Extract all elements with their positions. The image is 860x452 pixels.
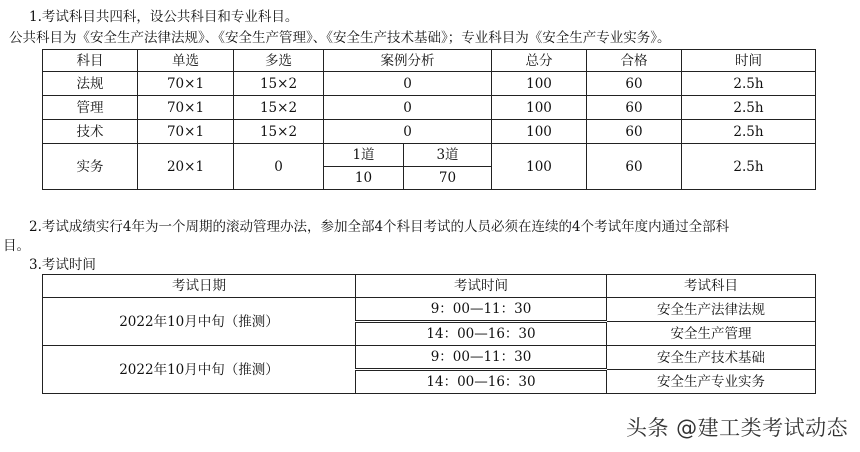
- schedule-header-time: 考试时间: [356, 275, 607, 298]
- schedule-heading: 3.考试时间: [29, 257, 96, 273]
- pass-cell: 60: [587, 120, 682, 144]
- subjects-header-time: 时间: [682, 50, 816, 72]
- pass-cell: 60: [587, 72, 682, 96]
- subjects-header-total: 总分: [492, 50, 587, 72]
- pass-cell: 60: [587, 96, 682, 120]
- subject-cell: 实务: [43, 144, 138, 190]
- case-count-cell: 1道: [324, 144, 404, 167]
- date-cell: 2022年10月中旬（推测）: [43, 298, 356, 346]
- subject-cell: 安全生产专业实务: [607, 370, 816, 394]
- single-cell: 20×1: [138, 144, 234, 190]
- single-cell: 70×1: [138, 120, 234, 144]
- subjects-header-pass: 合格: [587, 50, 682, 72]
- watermark: 头条 @建工类考试动态: [626, 416, 849, 440]
- multi-cell: 15×2: [234, 72, 324, 96]
- rule-line-2: 目。: [3, 238, 30, 254]
- total-cell: 100: [492, 144, 587, 190]
- intro-line-2: 公共科目为《安全生产法律法规》、《安全生产管理》、《安全生产技术基础》；专业科目为《安全生产专业实务》。: [9, 30, 671, 46]
- table-row: [43, 120, 816, 144]
- time-cell: 2.5h: [682, 72, 816, 96]
- subjects-header-subject: 科目: [43, 50, 138, 72]
- date-cell: 2022年10月中旬（推测）: [43, 346, 356, 394]
- schedule-table: [42, 274, 816, 394]
- single-cell: 70×1: [138, 96, 234, 120]
- schedule-header-date: 考试日期: [43, 275, 356, 298]
- pass-cell: 60: [587, 144, 682, 190]
- time-cell: 2.5h: [682, 96, 816, 120]
- subject-cell: 安全生产技术基础: [607, 346, 816, 370]
- schedule-header-subject: 考试科目: [607, 275, 816, 298]
- subject-cell: 安全生产法律法规: [607, 298, 816, 322]
- time-cell: 14：00—16：30: [356, 322, 607, 346]
- subject-cell: 安全生产管理: [607, 322, 816, 346]
- table-row: [43, 298, 816, 322]
- single-cell: 70×1: [138, 72, 234, 96]
- case-count-cell: 3道: [404, 144, 492, 167]
- table-row: [43, 72, 816, 96]
- case-cell: 0: [324, 72, 492, 96]
- intro-line-1: 1.考试科目共四科，设公共科目和专业科目。: [29, 9, 299, 25]
- subject-cell: 法规: [43, 72, 138, 96]
- multi-cell: 0: [234, 144, 324, 190]
- time-cell: 14：00—16：30: [356, 370, 607, 394]
- table-row: [43, 346, 816, 370]
- subjects-header-case: 案例分析: [324, 50, 492, 72]
- total-cell: 100: [492, 72, 587, 96]
- time-cell: 2.5h: [682, 120, 816, 144]
- total-cell: 100: [492, 120, 587, 144]
- subject-cell: 管理: [43, 96, 138, 120]
- subjects-table: [42, 49, 816, 190]
- total-cell: 100: [492, 96, 587, 120]
- case-score-cell: 10: [324, 167, 404, 190]
- multi-cell: 15×2: [234, 96, 324, 120]
- case-score-cell: 70: [404, 167, 492, 190]
- multi-cell: 15×2: [234, 120, 324, 144]
- case-cell: 0: [324, 120, 492, 144]
- subjects-header-multi: 多选: [234, 50, 324, 72]
- subject-cell: 技术: [43, 120, 138, 144]
- table-row: [43, 144, 816, 167]
- time-cell: 9：00—11：30: [356, 298, 607, 322]
- time-cell: 9：00—11：30: [356, 346, 607, 370]
- subjects-header-single: 单选: [138, 50, 234, 72]
- table-row: [43, 96, 816, 120]
- time-cell: 2.5h: [682, 144, 816, 190]
- case-cell: 0: [324, 96, 492, 120]
- rule-line-1: 2.考试成绩实行4年为一个周期的滚动管理办法，参加全部4个科目考试的人员必须在连续的4个考试年度内通过全部科: [29, 219, 730, 235]
